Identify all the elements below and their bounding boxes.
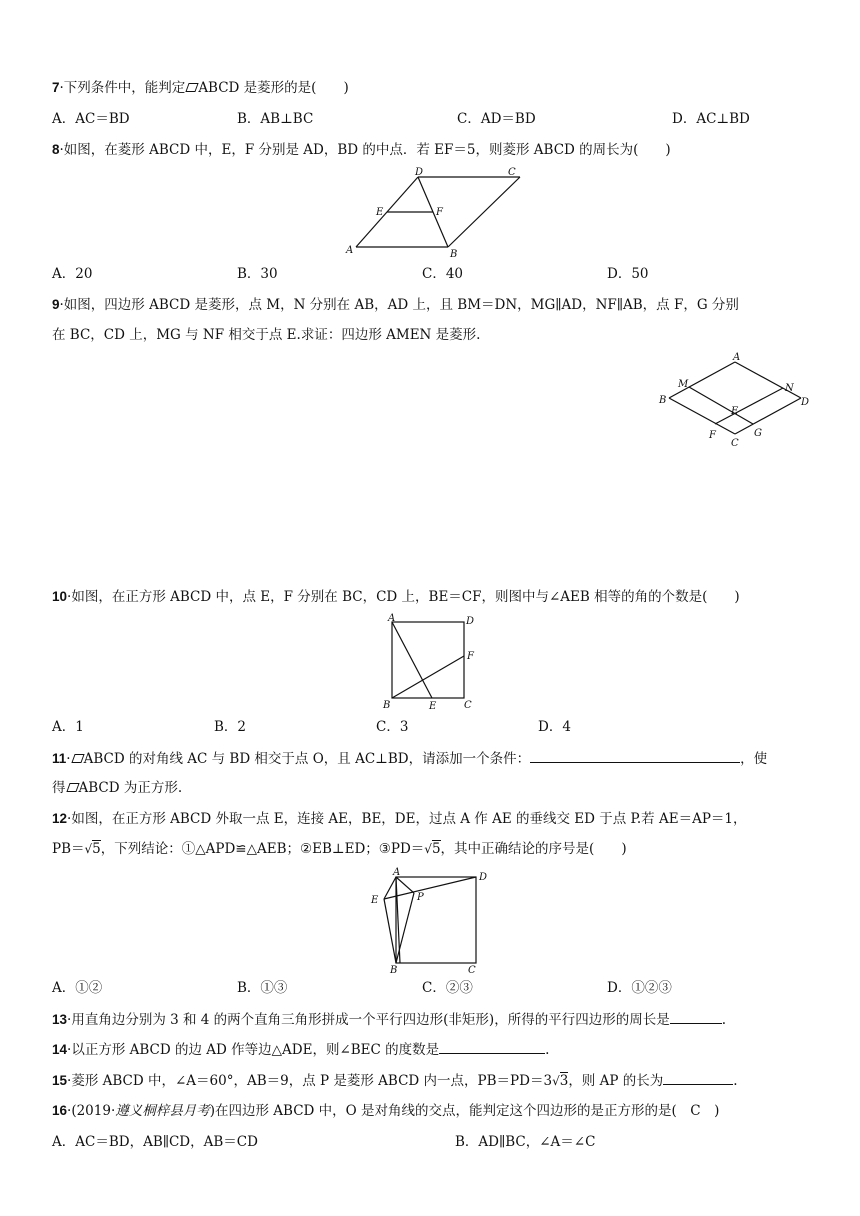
q8-stem (52, 140, 671, 160)
q12-label-e: E (371, 895, 379, 906)
q12-option-a[interactable]: A．①② (52, 980, 103, 996)
q10-stem-text: ·如图，在正方形 ABCD 中，点 E，F 分别在 BC，CD 上，BE＝CF，则图中与∠AEB 相等的角的个数是( ) (67, 589, 740, 605)
q12-sqrt1-value: 5 (92, 841, 101, 857)
q9-label-d: D (801, 397, 810, 408)
q9-label-m: M (678, 379, 689, 390)
q8-label-a: A (346, 245, 354, 256)
q8-label-e: E (376, 207, 384, 218)
q12-l2-c: ，其中正确结论的序号是( ) (440, 841, 627, 857)
parallelogram-symbol-icon (66, 783, 79, 792)
q15-stem-a: ·菱形 ABCD 中，∠A＝60°，AB＝9，点 P 是菱形 ABCD 内一点，PB＝PD＝3 (67, 1073, 553, 1089)
q10-option-c[interactable]: C．3 (376, 719, 409, 735)
q10-option-d[interactable]: D．4 (538, 719, 571, 735)
q10-option-b[interactable]: B．2 (214, 719, 247, 735)
q7-option-a[interactable]: A．AC＝BD (52, 111, 130, 127)
q11-line2-pre: 得 (52, 780, 66, 796)
q14-number: 14 (52, 1042, 68, 1057)
q8-option-b[interactable]: B．30 (237, 266, 278, 282)
q9-label-e: E (731, 406, 739, 417)
q15-stem (52, 1070, 738, 1091)
q9-label-f: F (709, 430, 716, 441)
q12-label-d: D (479, 872, 488, 883)
q12-label-c: C (468, 965, 476, 975)
q14-stem-text: ·以正方形 ABCD 的边 AD 作等边△ADE，则∠BEC 的度数是 (67, 1042, 440, 1058)
q10-label-f: F (467, 651, 474, 662)
q7-stem (52, 78, 349, 98)
q11-line2-post: ABCD 为正方形. (78, 780, 183, 796)
q8-option-a[interactable]: A．20 (52, 266, 93, 282)
q9-label-g: G (754, 428, 762, 439)
q16-stem-a: ·(2019· (67, 1103, 116, 1119)
q11-stem-mid: ABCD 的对角线 AC 与 BD 相交于点 O，且 AC⊥BD，请添加一个条件： (83, 751, 531, 767)
sqrt-icon: √ (552, 1074, 560, 1088)
q10-number: 10 (52, 589, 68, 604)
q12-option-b[interactable]: B．①③ (237, 980, 288, 996)
q16-stem (52, 1101, 719, 1121)
q8-rhombus-figure (340, 165, 530, 260)
q7-number: 7 (52, 80, 60, 95)
q12-sqrt2-value: 5 (431, 841, 441, 857)
q11-number: 11 (52, 751, 67, 766)
q12-label-b: B (390, 965, 398, 975)
q13-end: . (721, 1012, 726, 1028)
sqrt-icon: √ (84, 842, 93, 856)
q7-option-c[interactable]: C．AD＝BD (457, 111, 536, 127)
q8-label-d: D (415, 167, 424, 178)
q16-source: 遵义桐梓县月考 (115, 1103, 210, 1119)
q12-l2-b: ，下列结论：①△APD≌△AEB；②EB⊥ED；③PD＝ (100, 841, 425, 857)
q9-stem-text1: ·如图，四边形 ABCD 是菱形，点 M，N 分别在 AB，AD 上，且 BM＝DN，MG∥AD，NF∥AB，点 F，G 分别 (59, 297, 739, 313)
q12-stem-line1 (52, 809, 747, 829)
q9-label-b: B (659, 395, 667, 406)
q15-number: 15 (52, 1073, 68, 1088)
q13-number: 13 (52, 1012, 68, 1027)
q8-label-b: B (450, 249, 458, 260)
q12-option-c[interactable]: C．②③ (422, 980, 473, 996)
q15-stem-b: ，则 AP 的长为 (568, 1073, 664, 1089)
q8-number: 8 (52, 142, 60, 157)
q9-number: 9 (52, 297, 60, 312)
q15-end: . (733, 1073, 738, 1089)
q12-label-p: P (417, 892, 424, 903)
q12-label-a: A (393, 867, 401, 878)
q9-label-a: A (733, 352, 741, 363)
q8-stem-text: ·如图，在菱形 ABCD 中，E，F 分别是 AD，BD 的中点．若 EF＝5，则菱形 ABCD 的周长为( ) (59, 142, 671, 158)
q10-label-d: D (466, 616, 475, 627)
q14-end: . (545, 1042, 550, 1058)
q8-label-c: C (508, 167, 516, 178)
q7-stem-pre: ·下列条件中，能判定 (59, 80, 186, 96)
q10-option-a[interactable]: A．1 (52, 719, 84, 735)
q16-stem-b: )在四边形 ABCD 中，O 是对角线的交点，能判定这个四边形的是正方形的是( C ) (209, 1103, 720, 1119)
q16-option-a[interactable]: A．AC＝BD，AB∥CD，AB＝CD (52, 1134, 258, 1150)
q9-rhombus-figure (655, 350, 815, 450)
q10-stem (52, 587, 740, 607)
q11-stem-line1 (52, 748, 767, 769)
q9-label-n: N (785, 383, 794, 394)
q7-option-b[interactable]: B．AB⊥BC (237, 111, 314, 127)
q13-stem (52, 1009, 726, 1030)
q13-answer-blank[interactable] (670, 1009, 722, 1024)
q11-stem-line2 (52, 778, 182, 798)
q10-label-a: A (388, 613, 396, 624)
q10-label-e: E (429, 701, 437, 712)
q9-label-c: C (731, 438, 739, 449)
q9-stem-line2: 在 BC，CD 上，MG 与 NF 相交于点 E.求证：四边形 AMEN 是菱形. (52, 327, 481, 343)
q10-label-c: C (464, 700, 472, 711)
parallelogram-symbol-icon (186, 83, 199, 92)
q16-option-b[interactable]: B．AD∥BC，∠A＝∠C (455, 1134, 596, 1150)
sqrt-icon: √ (424, 842, 432, 856)
q11-dot: · (66, 751, 71, 767)
q7-stem-post: ABCD 是菱形的是( ) (198, 80, 349, 96)
q8-label-f: F (436, 207, 443, 218)
q15-answer-blank[interactable] (663, 1070, 733, 1085)
q7-option-d[interactable]: D．AC⊥BD (672, 111, 750, 127)
q15-sqrt-value: 3 (559, 1073, 569, 1089)
q14-answer-blank[interactable] (439, 1039, 545, 1054)
q12-square-figure (362, 865, 492, 975)
q8-option-d[interactable]: D．50 (607, 266, 649, 282)
q16-number: 16 (52, 1103, 68, 1118)
q13-stem-text: ·用直角边分别为 3 和 4 的两个直角三角形拼成一个平行四边形(非矩形)，所得的平行四边形的周长是 (67, 1012, 670, 1028)
q9-stem-line1 (52, 295, 739, 315)
q10-square-figure (380, 612, 480, 714)
q12-option-d[interactable]: D．①②③ (607, 980, 672, 996)
q12-l2-a: PB＝ (52, 841, 85, 857)
q11-stem-post: ，使 (740, 751, 768, 767)
q14-stem (52, 1039, 549, 1060)
q10-label-b: B (383, 700, 391, 711)
parallelogram-symbol-icon (71, 754, 84, 763)
q12-number: 12 (52, 811, 68, 826)
q8-option-c[interactable]: C．40 (422, 266, 464, 282)
q12-stem-line2 (52, 839, 627, 859)
q12-stem-text1: ·如图，在正方形 ABCD 外取一点 E，连接 AE，BE，DE，过点 A 作 AE 的垂线交 ED 于点 P.若 AE＝AP＝1， (67, 811, 747, 827)
q11-answer-blank[interactable] (530, 748, 740, 763)
